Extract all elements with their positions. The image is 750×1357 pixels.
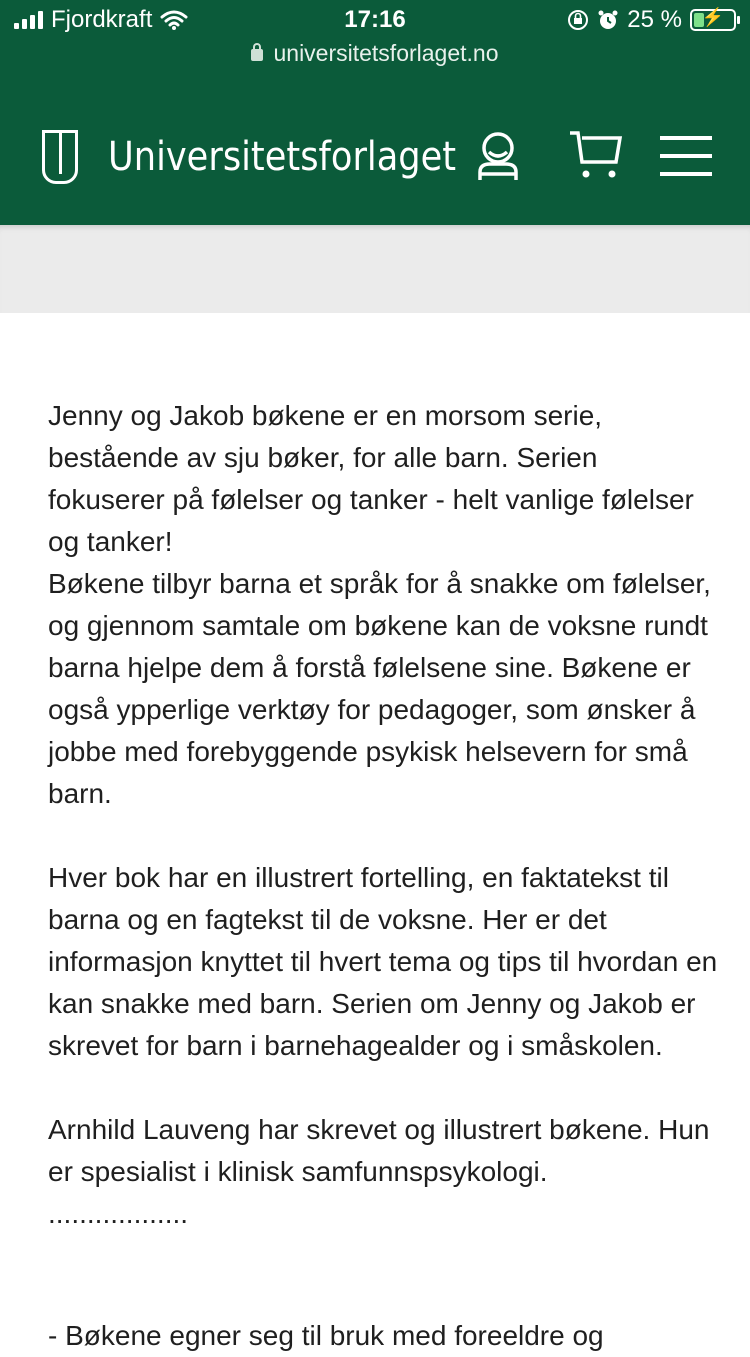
banner-placeholder: [0, 225, 750, 313]
status-time: 17:16: [344, 6, 406, 33]
paragraph-book-contents: Hver bok har en illustrert fortelling, en faktatekst til barna og en fagtekst til de voksne. Her er det informasjon knyttet til hvert tema og tips til hvordan en kan snakke med barn. Serien om Jenny og Jakob er skrevet for barn i barnehagealder og i småskolen.: [48, 862, 718, 1061]
separator-dots: ..................: [48, 1198, 189, 1229]
alarm-icon: [597, 9, 619, 31]
cart-icon[interactable]: [568, 130, 622, 180]
paragraph-intro-continued: Bøkene tilbyr barna et språk for å snakke om følelser, og gjennom samtale om bøkene kan de voksne rundt barna hjelpe dem å forstå følelsene sine. Bøkene er også ypperlige verktøy for pedagoger, som ønsker å jobbe med forebyggende psykisk helsevern for små barn.: [48, 568, 711, 809]
battery-percent: 25 %: [627, 6, 682, 33]
paragraph-cut-off: - Bøkene egner seg til bruk med foreeldre og: [48, 1320, 604, 1351]
carrier-name: Fjordkraft: [51, 6, 153, 33]
status-bar: [0, 0, 750, 42]
brand-name[interactable]: Universitetsforlaget: [108, 134, 457, 180]
status-right: [567, 6, 736, 34]
logo-icon[interactable]: [42, 130, 78, 184]
bolt-icon: ⚡: [701, 7, 725, 27]
article-body: [48, 395, 718, 1277]
orientation-lock-icon: [567, 9, 589, 31]
user-icon[interactable]: [474, 130, 522, 182]
address-bar[interactable]: [0, 40, 750, 67]
url-text: universitetsforlaget.no: [273, 40, 499, 66]
top-header: [0, 0, 750, 225]
lock-icon: [251, 49, 263, 61]
site-navbar: [0, 118, 750, 198]
paragraph-intro: Jenny og Jakob bøkene er en morsom serie, bestående av sju bøker, for alle barn. Serien fokuserer på følelser og tanker - helt vanlige følelser og tanker!: [48, 400, 694, 557]
paragraph-author: Arnhild Lauveng har skrevet og illustrert bøkene. Hun er spesialist i klinisk samfunnspsykologi.: [48, 1114, 710, 1187]
battery-charging-icon: [690, 9, 736, 31]
menu-icon[interactable]: [660, 134, 712, 178]
